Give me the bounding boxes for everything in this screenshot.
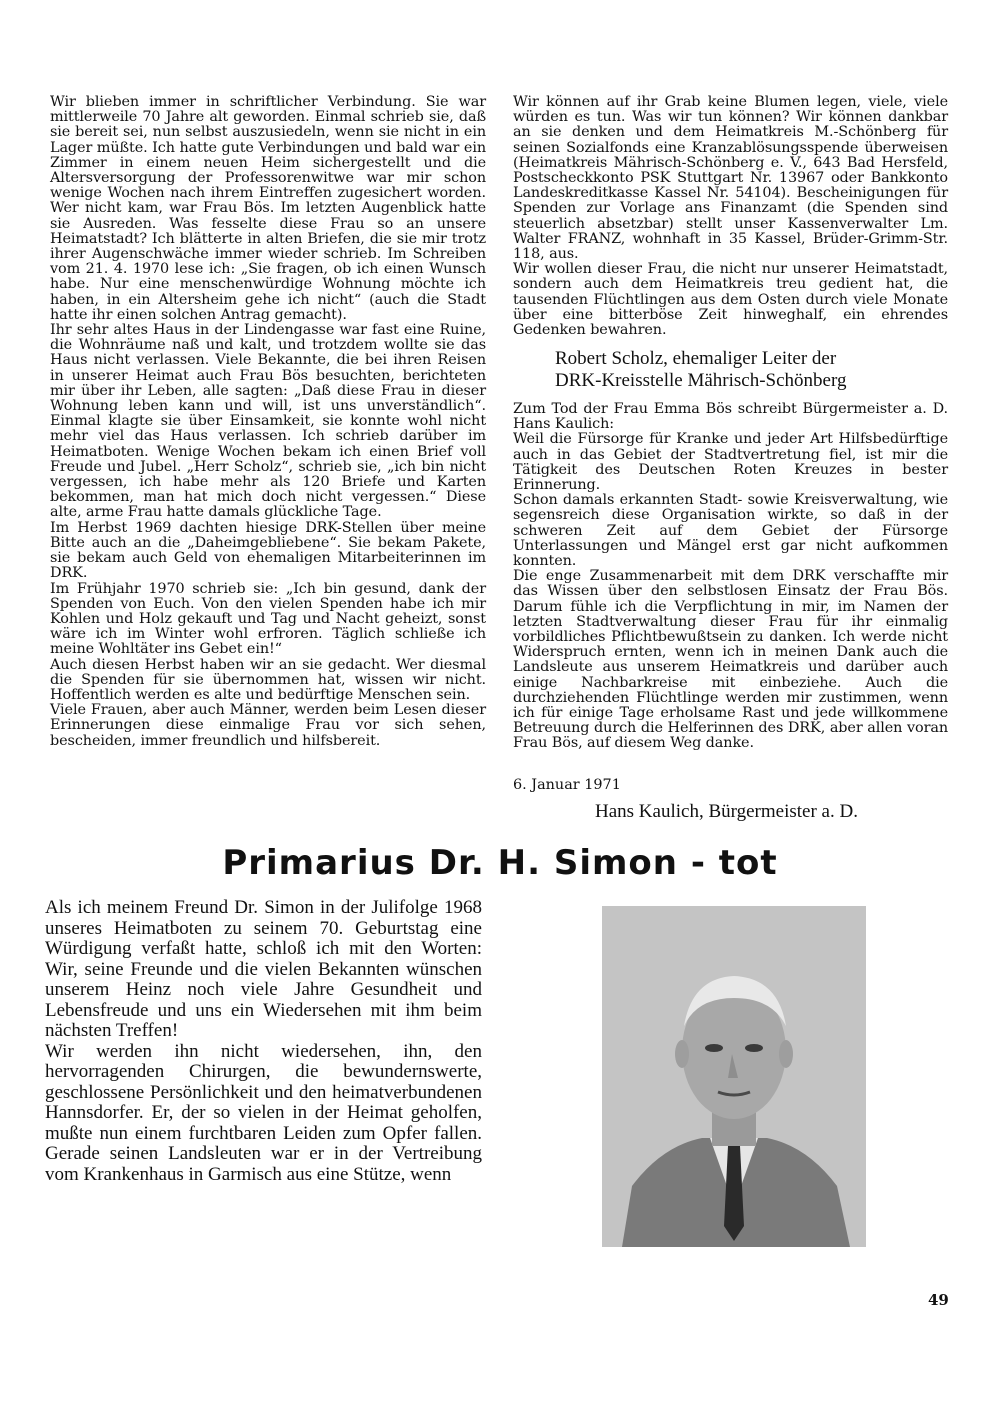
signature-kaulich: Hans Kaulich, Bürgermeister a. D. <box>595 801 858 822</box>
portrait-photo <box>602 906 866 1247</box>
paragraph: Wir können auf ihr Grab keine Blumen legen, viele, viele würden es tun. Was wir tun können? Wir können dankbar an sie denken und dem Heimatkreis M.-Schönberg für seinen Sozialfonds eine Kranzablösungsspende überweisen (Heimatkreis Mährisch-Schönberg e. V., 643 Bad Hersfeld, Postscheckkonto PSK Stuttgart Nr. 13967 oder Bankkonto Landeskreditkasse Kassel Nr. 54104). Bescheinigungen für Spenden zur Vorlage ans Finanzamt (die Spenden sind steuerlich absetzbar) stellt unser Kassenverwalter Lm. Walter FRANZ, wohnhaft in 35 Kassel, Brüder-Grimm-Str. 118, aus. <box>513 94 948 263</box>
paragraph: Wir blieben immer in schriftlicher Verbindung. Sie war mittlerweile 70 Jahre alt geworden. Einmal schrieb sie, daß sie bereit sei, nun selbst auszusiedeln, wenn sie nicht in ein Lager müßte. Ich hatte gute Verbindungen und bald war ein Zimmer in einem neuen Heim sichergestellt und die Altersversorgung der Professorenwitwe war mir schon wenige Wochen nach ihrem Eintreffen zugesichert worden. Wer nicht kam, war Frau Bös. Im letzten Augenblick hatte sie Ausreden. Was fesselte diese Frau so an unsere Heimatstadt? Ich blätterte in alten Briefen, die sie mir trotz ihrer Augenschwäche immer wieder schrieb. Im Schreiben vom 21. 4. 1970 lese ich: „Sie fragen, ob ich einen Wunsch habe. Nur eine menschenwürdige Wohnung möchte ich haben, in ein Altersheim gehe ich nicht“ (auch die Stadt hatte ihr einen solchen Antrag gemacht). <box>50 94 486 323</box>
paragraph: Viele Frauen, aber auch Männer, werden beim Lesen dieser Erinnerungen diese einmalige Frau vor sich sehen, bescheiden, immer freundlich und hilfsbereit. <box>50 702 486 749</box>
paragraph: Die enge Zusammenarbeit mit dem DRK verschaffte mir das Wissen über den selbstlosen Einsatz der Frau Bös. Darum fühle ich die Verpflichtung in mir, im Namen der letzten Stadtverwaltung dieser Frau für ihr einmalig vorbildliches Pflichtbewußtsein zu danken. Ich werde nicht Widerspruch ernten, wenn ich in meinen Dank auch die Landsleute aus unserem Heimatkreis und darüber auch einige Nachbarkreise mit einbeziehe. Auch die durchziehenden Flüchtlinge werden mir zustimmen, wenn ich für einige Tage erholsame Rast und jede willkommene Betreuung durch die Helferinnen des DRK, aber allen voran Frau Bös, auf diesem Weg danke. <box>513 568 948 752</box>
paragraph: Im Frühjahr 1970 schrieb sie: „Ich bin gesund, dank der Spenden von Euch. Von den vielen Spenden habe ich mir Kohlen und Holz gekauft und Tag und Nacht geheizt, sonst wäre ich im Winter wohl erfroren. Täglich schließe ich meine Wohltäter ins Gebet ein!“ <box>50 580 486 658</box>
paragraph: Auch diesen Herbst haben wir an sie gedacht. Wer diesmal die Spenden für sie übernommen hat, wissen wir nicht. Hoffentlich werden es alte und bedürftige Menschen sein. <box>50 656 486 703</box>
right-column-top <box>513 95 948 338</box>
signature-line: DRK-Kreisstelle Mährisch-Schönberg <box>555 370 847 391</box>
paragraph: Ihr sehr altes Haus in der Lindengasse war fast eine Ruine, die Wohnräume naß und kalt, und trotzdem wollte sie das Haus nicht verlassen. Viele Bekannte, die bei ihren Reisen in unserer Heimat auch Frau Bös besuchten, berichteten mir über ihr Leben, alle sagten: „Daß diese Frau in dieser Wohnung leben kann und will, ist uns unverständlich“. Einmal klagte sie über Einsamkeit, sie konnte wohl nicht mehr viel das Haus verlassen. Ich schrieb darüber im Heimatboten. Wenige Wochen bekam ich einen Brief voll Freude und Jubel. „Herr Scholz“, schrieb sie, „ich bin nicht vergessen, ich habe mehr als 120 Briefe und Karten bekommen, man hat mich doch nicht vergessen.“ Diese alte, arme Frau hatte damals glückliche Tage. <box>50 322 486 521</box>
paragraph: Schon damals erkannten Stadt- sowie Kreisverwaltung, wie segensreich diese Organisation wirkte, so daß in der schweren Zeit auf dem Gebiet der Fürsorge Unterlassungen und Mängel erst gar nicht aufkommen konnten. <box>513 492 948 570</box>
article-body <box>45 898 482 1185</box>
signature-scholz <box>555 348 846 392</box>
paragraph: Als ich meinem Freund Dr. Simon in der Julifolge 1968 unseres Heimatboten zu seinem 70. Geburtstag eine Würdigung verfaßt hatte, schloß ich mit den Worten: Wir, seine Freunde und die vielen Bekannten wünschen unserem Heinz noch viele Jahre Gesundheit und Lebensfreude und uns ein Wiedersehen mit ihm beim nächsten Treffen! <box>45 897 482 1041</box>
date-line: 6. Januar 1971 <box>513 777 621 793</box>
right-column-bottom <box>513 402 948 752</box>
signature-line: Robert Scholz, ehemaliger Leiter der <box>555 348 837 369</box>
paragraph: Weil die Fürsorge für Kranke und jeder Art Hilfsbedürftige auch in das Gebiet der Stadtvertretung fiel, ist mir die Tätigkeit des Deutschen Roten Kreuzes in bester Erinnerung. <box>513 431 948 494</box>
article-headline: Primarius Dr. H. Simon - tot <box>222 843 778 883</box>
paragraph: Wir wollen dieser Frau, die nicht nur unserer Heimatstadt, sondern auch dem Heimatkreis treu gedient hat, die tausenden Flüchtlingen aus dem Osten durch viele Monate über eine bitterböse Zeit hinweghalf, ein ehrendes Gedenken bewahren. <box>513 261 948 339</box>
left-column <box>50 95 486 749</box>
paragraph: Im Herbst 1969 dachten hiesige DRK-Stellen über meine Bitte auch an die „Daheimgebliebene“. Sie bekam Pakete, sie bekam auch Geld von ehemaligen Mitarbeiterinnen im DRK. <box>50 519 486 582</box>
paragraph: Zum Tod der Frau Emma Bös schreibt Bürgermeister a. D. Hans Kaulich: <box>513 401 948 433</box>
paragraph: Wir werden ihn nicht wiedersehen, ihn, den hervorragenden Chirurgen, die bewundernswerte, geschlossene Persönlichkeit und den heimatverbundenen Hannsdorfer. Er, der so vielen in der Heimat geholfen, mußte nun einem furchtbaren Leiden zum Opfer fallen. Gerade seinen Landsleuten war er in der Vertreibung vom Krankenhaus in Garmisch aus eine Stütze, wenn <box>45 1040 482 1185</box>
page-number: 49 <box>928 1291 949 1309</box>
